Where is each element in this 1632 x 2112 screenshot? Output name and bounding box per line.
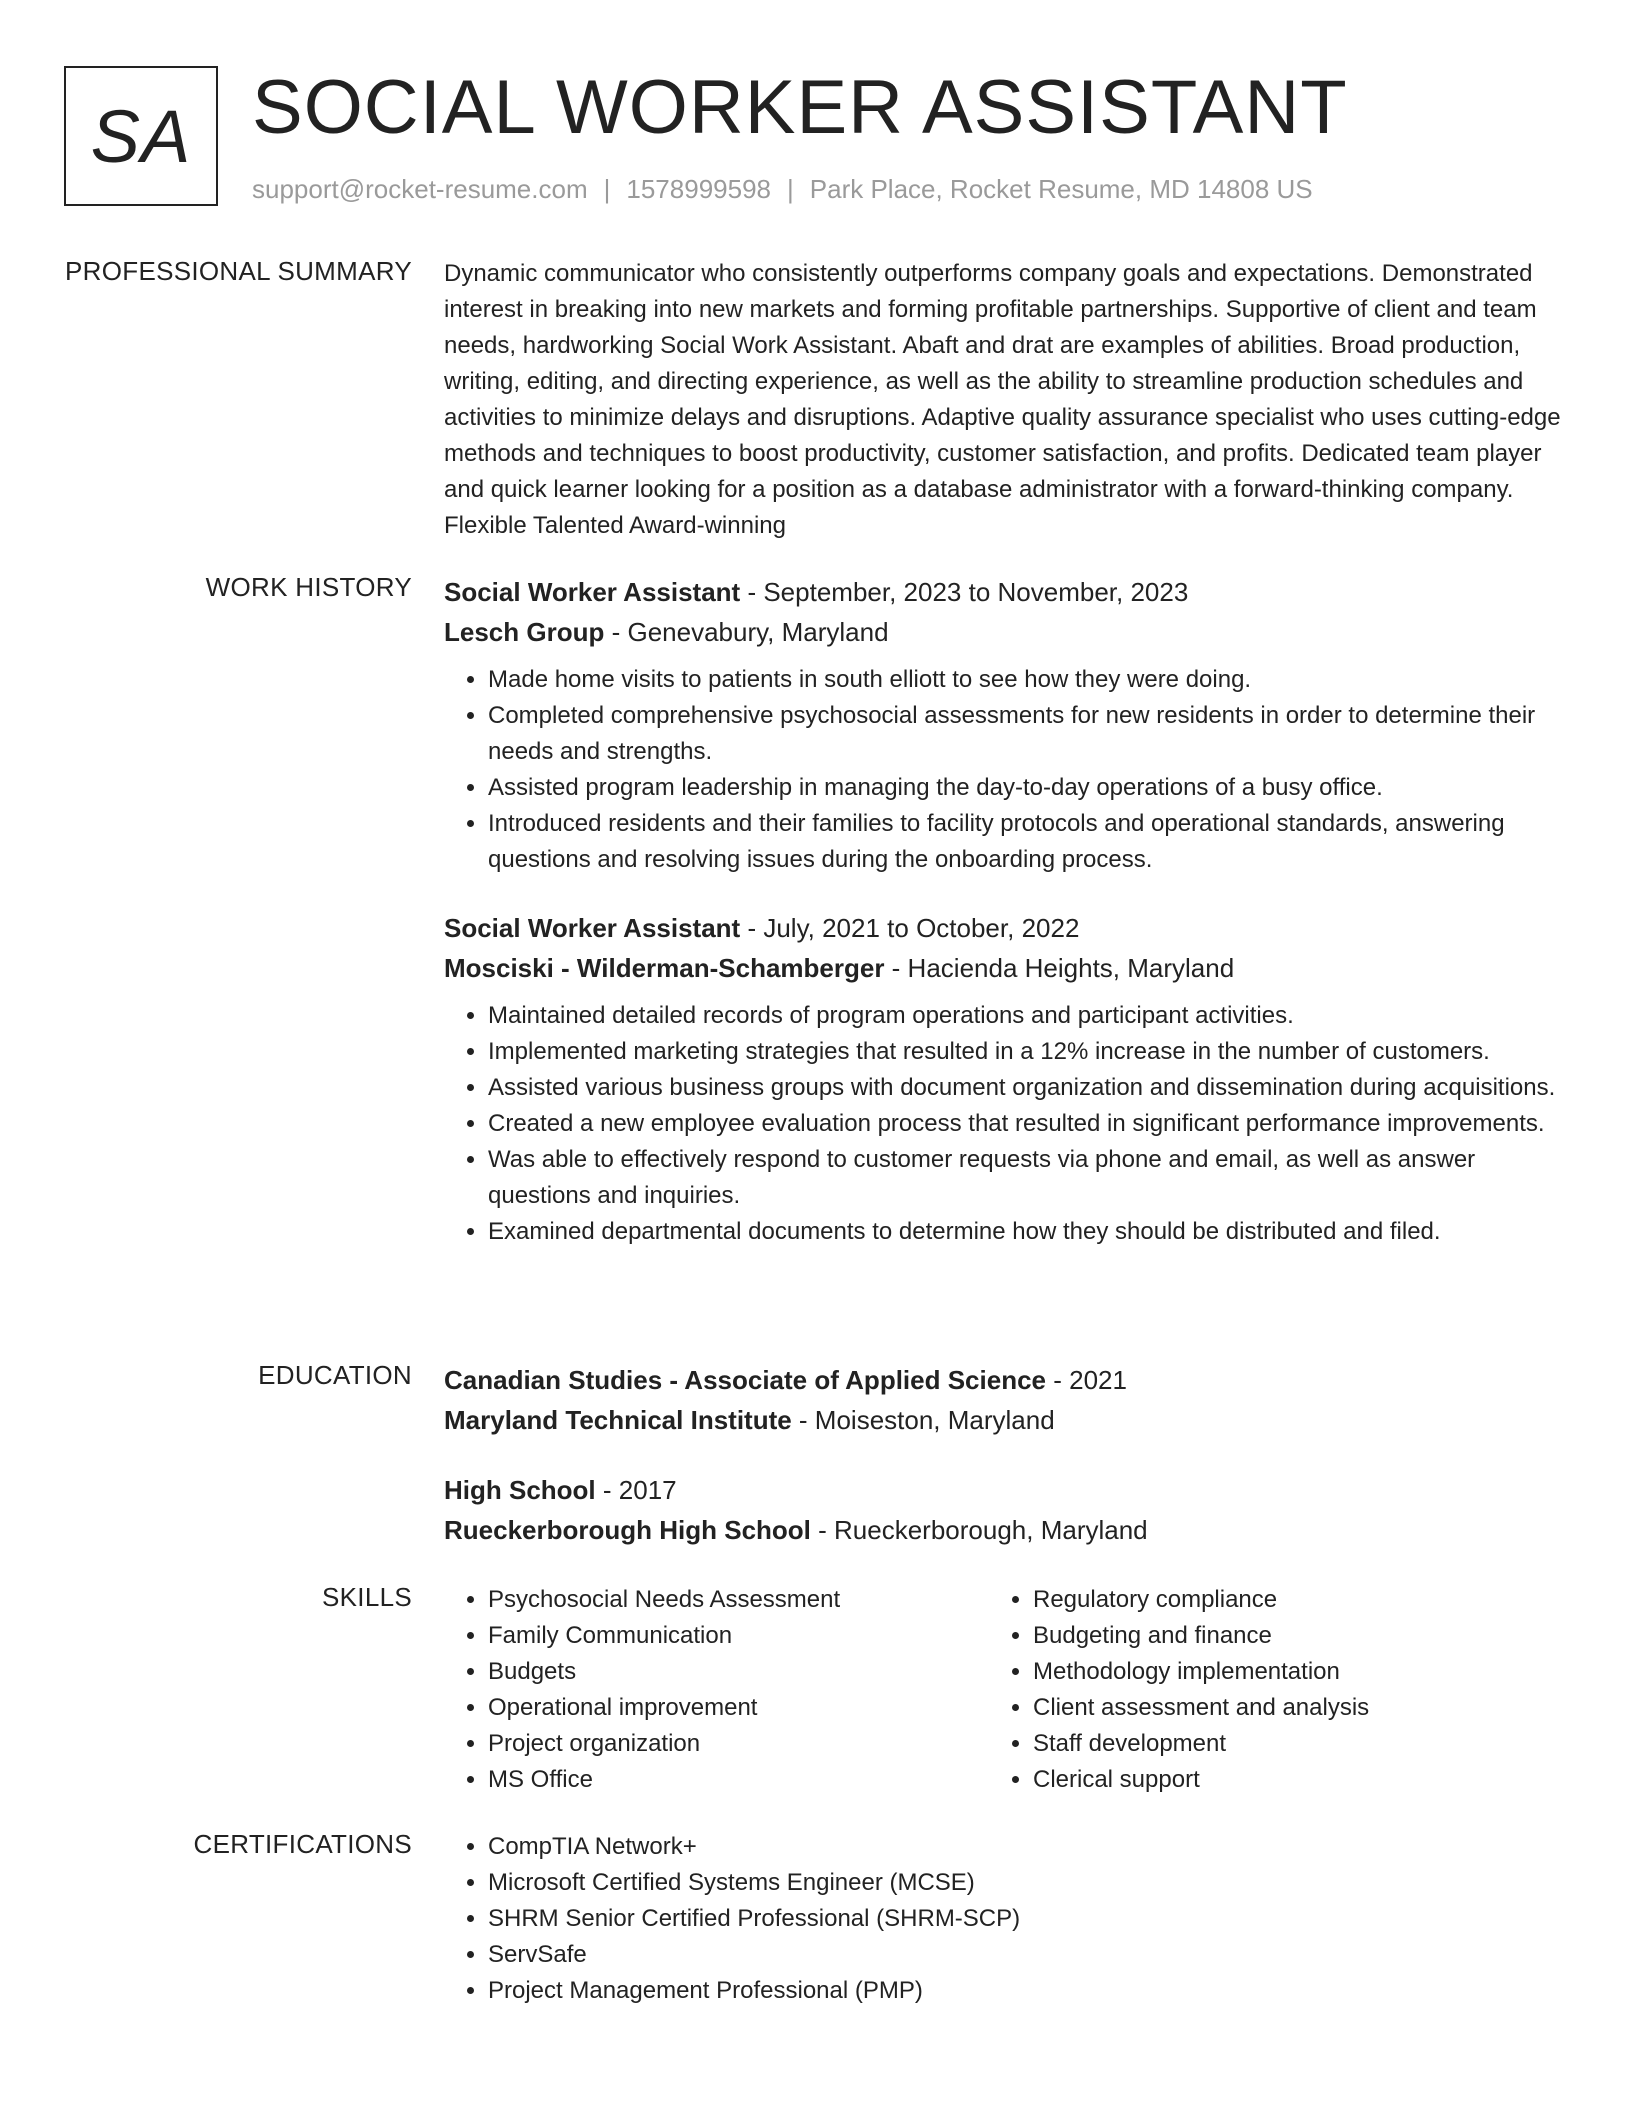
certifications-body	[444, 1829, 1564, 2009]
job-company: Lesch Group	[444, 617, 605, 647]
education-school: Rueckerborough High School	[444, 1515, 811, 1545]
job-company: Mosciski - Wilderman-Schamberger	[444, 953, 885, 983]
education-degree-line	[444, 1470, 1564, 1510]
skill-item: • Staff development	[1033, 1726, 1534, 1762]
job-entry	[444, 908, 1564, 1250]
job-bullet: • Implemented marketing strategies that resulted in a 12% increase in the number of customers.	[488, 1034, 1564, 1070]
education-entry	[444, 1360, 1564, 1440]
summary-text: Dynamic communicator who consistently outperforms company goals and expectations. Demonstrated interest in breaking into new markets and forming profitable partnerships. Supportive of client and team needs, hardworking Social Work Assistant. Abaft and drat are examples of abilities. Broad production, writing, editing, and directing experience, as well as the ability to streamline production schedules and activities to minimize delays and disruptions. Adaptive quality assurance specialist who uses cutting-edge methods and techniques to boost productivity, customer satisfaction, and profits. Dedicated team player and quick learner looking for a position as a database administrator with a forward-thinking company. Flexible Talented Award-winning	[444, 260, 1561, 539]
job-bullets	[444, 998, 1564, 1250]
job-bullet: • Maintained detailed records of program operations and participant activities.	[488, 998, 1564, 1034]
job-dates: - September, 2023 to November, 2023	[740, 577, 1189, 607]
candidate-name: SOCIAL WORKER ASSISTANT	[252, 65, 1348, 150]
education-school-line	[444, 1510, 1564, 1550]
certification-item: • CompTIA Network+	[488, 1829, 1564, 1865]
job-title-line	[444, 908, 1564, 948]
contact-email: support@rocket-resume.com	[252, 174, 588, 204]
skill-item: • Clerical support	[1033, 1762, 1534, 1798]
certification-item: • Project Management Professional (PMP)	[488, 1973, 1564, 2009]
section-label-education: EDUCATION	[258, 1360, 412, 1390]
skill-item: • Budgeting and finance	[1033, 1618, 1534, 1654]
education-school: Maryland Technical Institute	[444, 1405, 792, 1435]
education-location: - Rueckerborough, Maryland	[810, 1515, 1148, 1545]
monogram-box	[64, 66, 218, 206]
contact-phone: 1578999598	[626, 174, 771, 204]
education-school-line	[444, 1400, 1564, 1440]
skill-item: • Project organization	[488, 1726, 989, 1762]
contact-line	[252, 174, 1313, 205]
skills-columns	[444, 1582, 1564, 1798]
summary-body	[444, 256, 1564, 544]
skill-item: • Operational improvement	[488, 1690, 989, 1726]
job-bullet: • Assisted various business groups with document organization and dissemination during acquisitions.	[488, 1070, 1564, 1106]
resume-header	[64, 66, 1568, 216]
job-bullet: • Assisted program leadership in managing the day-to-day operations of a busy office.	[488, 770, 1564, 806]
skill-item: • Family Communication	[488, 1618, 989, 1654]
skill-item: • Psychosocial Needs Assessment	[488, 1582, 989, 1618]
job-dates: - July, 2021 to October, 2022	[740, 913, 1080, 943]
section-label-skills: SKILLS	[322, 1582, 412, 1612]
skill-item: • MS Office	[488, 1762, 989, 1798]
job-bullet: • Completed comprehensive psychosocial assessments for new residents in order to determine their needs and strengths.	[488, 698, 1564, 770]
education-entry	[444, 1470, 1564, 1550]
job-bullet: • Examined departmental documents to determine how they should be distributed and filed.	[488, 1214, 1564, 1250]
job-title: Social Worker Assistant	[444, 913, 741, 943]
job-bullet: • Created a new employee evaluation process that resulted in significant performance improvements.	[488, 1106, 1564, 1142]
job-company-line	[444, 948, 1564, 988]
certification-item: • SHRM Senior Certified Professional (SHRM-SCP)	[488, 1901, 1564, 1937]
contact-separator: |	[603, 174, 611, 204]
certifications-list	[444, 1829, 1564, 2009]
contact-address: Park Place, Rocket Resume, MD 14808 US	[809, 174, 1313, 204]
education-body	[444, 1360, 1564, 1580]
education-location: - Moiseston, Maryland	[791, 1405, 1055, 1435]
contact-separator: |	[787, 174, 794, 204]
skill-item: • Budgets	[488, 1654, 989, 1690]
skill-item: • Regulatory compliance	[1033, 1582, 1534, 1618]
skills-body	[444, 1582, 1564, 1798]
job-entry	[444, 572, 1564, 878]
job-title: Social Worker Assistant	[444, 577, 741, 607]
education-degree: High School	[444, 1475, 596, 1505]
education-year: - 2021	[1046, 1365, 1127, 1395]
education-degree-line	[444, 1360, 1564, 1400]
skills-column-right	[989, 1582, 1534, 1798]
section-label-work: WORK HISTORY	[205, 572, 412, 602]
certification-item: • Microsoft Certified Systems Engineer (MCSE)	[488, 1865, 1564, 1901]
job-title-line	[444, 572, 1564, 612]
job-bullet: • Made home visits to patients in south elliott to see how they were doing.	[488, 662, 1564, 698]
job-bullet: • Introduced residents and their families to facility protocols and operational standards, answering questions and resolving issues during the onboarding process.	[488, 806, 1564, 878]
job-bullet: • Was able to effectively respond to customer requests via phone and email, as well as answer questions and inquiries.	[488, 1142, 1564, 1214]
education-year: - 2017	[595, 1475, 677, 1505]
section-label-summary: PROFESSIONAL SUMMARY	[65, 256, 412, 286]
section-label-certifications: CERTIFICATIONS	[193, 1829, 412, 1859]
monogram-initials: SA	[90, 94, 192, 178]
work-history-body	[444, 572, 1564, 1266]
job-location: - Genevabury, Maryland	[604, 617, 889, 647]
job-company-line	[444, 612, 1564, 652]
skill-item: • Methodology implementation	[1033, 1654, 1534, 1690]
job-bullets	[444, 662, 1564, 878]
job-location: - Hacienda Heights, Maryland	[884, 953, 1235, 983]
skills-column-left	[444, 1582, 989, 1798]
education-degree: Canadian Studies - Associate of Applied Science	[444, 1365, 1046, 1395]
skill-item: • Client assessment and analysis	[1033, 1690, 1534, 1726]
certification-item: • ServSafe	[488, 1937, 1564, 1973]
